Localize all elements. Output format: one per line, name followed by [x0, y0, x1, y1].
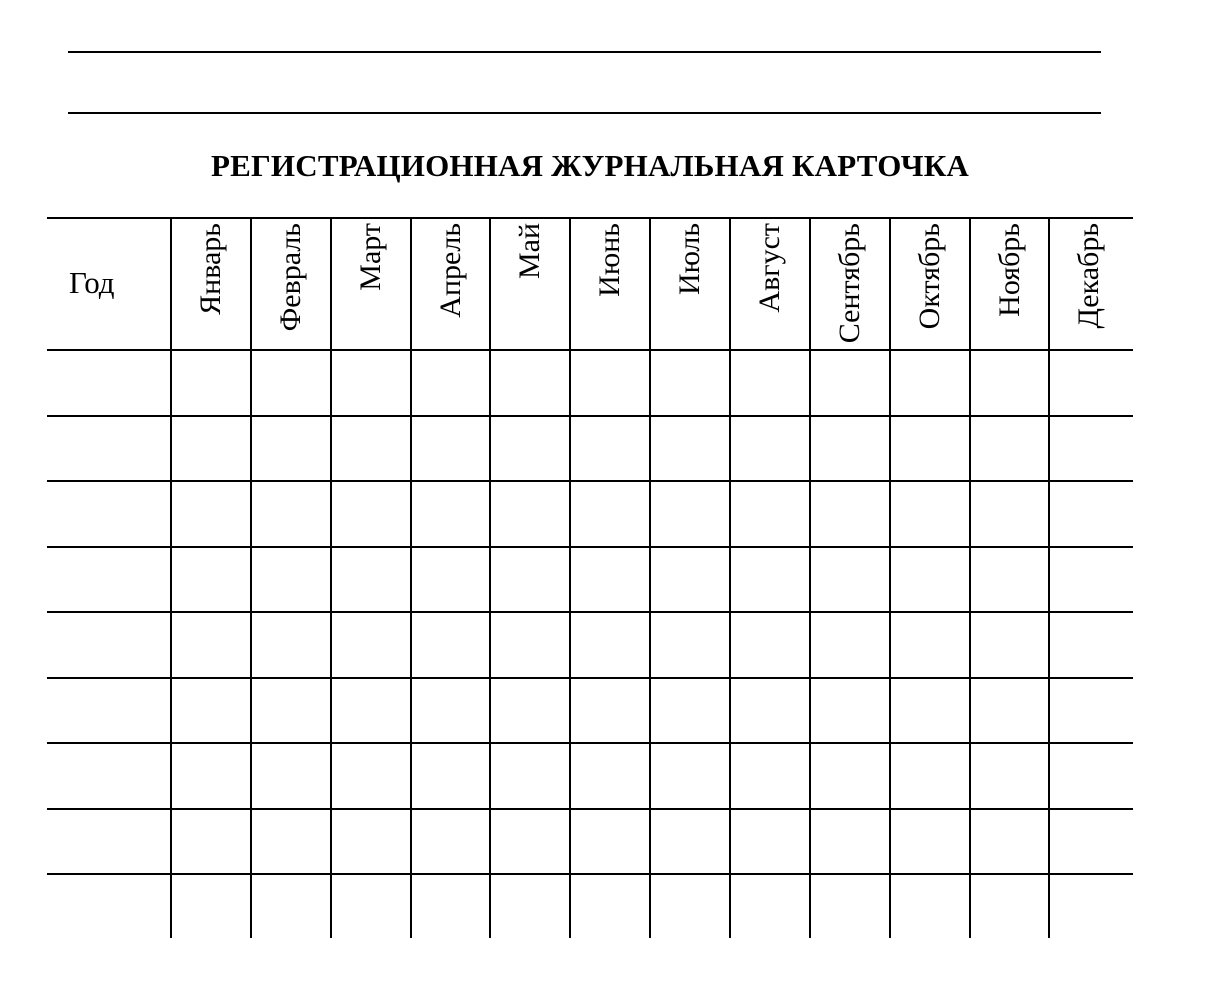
- month-cell[interactable]: [172, 613, 250, 677]
- month-cell[interactable]: [651, 482, 729, 546]
- month-cell[interactable]: [571, 679, 649, 743]
- journal-table: [47, 217, 1133, 938]
- year-cell[interactable]: [47, 875, 170, 939]
- month-cell[interactable]: [971, 351, 1049, 415]
- page-title: РЕГИСТРАЦИОННАЯ ЖУРНАЛЬНАЯ КАРТОЧКА: [211, 148, 969, 183]
- month-cell[interactable]: [412, 351, 490, 415]
- month-cell[interactable]: [1050, 351, 1128, 415]
- month-cell[interactable]: [731, 679, 809, 743]
- month-cell[interactable]: [412, 875, 490, 939]
- month-cell[interactable]: [412, 679, 490, 743]
- month-cell[interactable]: [571, 744, 649, 808]
- month-cell[interactable]: [651, 417, 729, 481]
- month-cell[interactable]: [571, 351, 649, 415]
- month-cell[interactable]: [731, 810, 809, 874]
- month-cell[interactable]: [332, 482, 410, 546]
- month-cell[interactable]: [491, 351, 569, 415]
- month-cell[interactable]: [971, 875, 1049, 939]
- month-cell[interactable]: [891, 613, 969, 677]
- month-cell[interactable]: [971, 482, 1049, 546]
- month-column-header: [411, 223, 491, 347]
- month-column-header: [890, 223, 970, 347]
- month-cell[interactable]: [571, 875, 649, 939]
- month-cell[interactable]: [491, 679, 569, 743]
- month-label: Февраль: [274, 223, 307, 332]
- month-label: Ноябрь: [993, 223, 1026, 317]
- month-cell[interactable]: [252, 548, 330, 612]
- month-cell[interactable]: [332, 810, 410, 874]
- month-label: Май: [513, 223, 546, 280]
- month-cell[interactable]: [731, 875, 809, 939]
- year-cell[interactable]: [47, 613, 170, 677]
- year-cell[interactable]: [47, 810, 170, 874]
- month-cell[interactable]: [891, 744, 969, 808]
- month-cell[interactable]: [252, 875, 330, 939]
- month-label: Август: [753, 223, 786, 313]
- month-cell[interactable]: [332, 417, 410, 481]
- month-cell[interactable]: [731, 613, 809, 677]
- month-cell[interactable]: [811, 875, 889, 939]
- month-cell[interactable]: [811, 351, 889, 415]
- month-cell[interactable]: [651, 679, 729, 743]
- month-cell[interactable]: [252, 744, 330, 808]
- month-cell[interactable]: [252, 613, 330, 677]
- month-cell[interactable]: [332, 744, 410, 808]
- month-cell[interactable]: [1050, 548, 1128, 612]
- month-cell[interactable]: [971, 744, 1049, 808]
- month-cell[interactable]: [412, 548, 490, 612]
- month-cell[interactable]: [332, 613, 410, 677]
- month-cell[interactable]: [891, 875, 969, 939]
- month-cell[interactable]: [731, 482, 809, 546]
- month-cell[interactable]: [1050, 613, 1128, 677]
- month-cell[interactable]: [172, 417, 250, 481]
- year-cell[interactable]: [47, 417, 170, 481]
- month-cell[interactable]: [1050, 482, 1128, 546]
- month-cell[interactable]: [891, 810, 969, 874]
- month-label: Январь: [194, 223, 227, 315]
- month-cell[interactable]: [571, 482, 649, 546]
- month-cell[interactable]: [891, 548, 969, 612]
- month-cell[interactable]: [172, 679, 250, 743]
- month-column-header: [331, 223, 411, 347]
- month-cell[interactable]: [731, 744, 809, 808]
- month-cell[interactable]: [651, 548, 729, 612]
- month-cell[interactable]: [412, 417, 490, 481]
- year-cell[interactable]: [47, 679, 170, 743]
- year-cell[interactable]: [47, 351, 170, 415]
- month-column-header: [730, 223, 810, 347]
- month-cell[interactable]: [1050, 417, 1128, 481]
- month-cell[interactable]: [571, 810, 649, 874]
- month-label: Декабрь: [1072, 223, 1105, 329]
- fill-line-top: [68, 51, 1101, 53]
- month-cell[interactable]: [651, 875, 729, 939]
- month-cell[interactable]: [731, 351, 809, 415]
- fill-line-second: [68, 112, 1101, 114]
- month-cell[interactable]: [651, 810, 729, 874]
- month-cell[interactable]: [571, 548, 649, 612]
- month-cell[interactable]: [172, 875, 250, 939]
- month-cell[interactable]: [252, 679, 330, 743]
- month-cell[interactable]: [332, 351, 410, 415]
- month-cell[interactable]: [971, 613, 1049, 677]
- month-cell[interactable]: [971, 679, 1049, 743]
- month-cell[interactable]: [891, 417, 969, 481]
- month-cell[interactable]: [811, 744, 889, 808]
- month-cell[interactable]: [332, 679, 410, 743]
- month-label: Сентябрь: [833, 223, 866, 344]
- month-cell[interactable]: [412, 810, 490, 874]
- month-column-header: [1049, 223, 1129, 347]
- month-cell[interactable]: [491, 613, 569, 677]
- month-cell[interactable]: [651, 744, 729, 808]
- month-cell[interactable]: [491, 810, 569, 874]
- month-cell[interactable]: [731, 417, 809, 481]
- month-cell[interactable]: [491, 482, 569, 546]
- month-cell[interactable]: [1050, 679, 1128, 743]
- month-cell[interactable]: [651, 351, 729, 415]
- month-cell[interactable]: [571, 417, 649, 481]
- month-cell[interactable]: [172, 744, 250, 808]
- month-cell[interactable]: [491, 875, 569, 939]
- month-cell[interactable]: [891, 351, 969, 415]
- month-label: Апрель: [434, 223, 467, 318]
- year-column-header: Год: [69, 265, 115, 300]
- month-cell[interactable]: [651, 613, 729, 677]
- month-cell[interactable]: [412, 613, 490, 677]
- month-label: Июль: [673, 223, 706, 295]
- month-cell[interactable]: [891, 482, 969, 546]
- month-cell[interactable]: [252, 417, 330, 481]
- month-cell[interactable]: [1050, 875, 1128, 939]
- month-column-header: [810, 223, 890, 347]
- year-cell[interactable]: [47, 548, 170, 612]
- month-cell[interactable]: [491, 744, 569, 808]
- year-cell[interactable]: [47, 482, 170, 546]
- month-column-header: [251, 223, 331, 347]
- month-cell[interactable]: [811, 679, 889, 743]
- month-cell[interactable]: [571, 613, 649, 677]
- month-cell[interactable]: [172, 351, 250, 415]
- month-label: Март: [354, 223, 387, 291]
- month-column-header: [970, 223, 1050, 347]
- month-cell[interactable]: [252, 810, 330, 874]
- month-cell[interactable]: [1050, 810, 1128, 874]
- month-cell[interactable]: [1050, 744, 1128, 808]
- month-column-header: [650, 223, 730, 347]
- month-cell[interactable]: [891, 679, 969, 743]
- month-cell[interactable]: [811, 810, 889, 874]
- month-label: Октябрь: [913, 223, 946, 330]
- month-cell[interactable]: [811, 613, 889, 677]
- month-cell[interactable]: [971, 810, 1049, 874]
- month-cell[interactable]: [172, 482, 250, 546]
- year-cell[interactable]: [47, 744, 170, 808]
- month-cell[interactable]: [252, 351, 330, 415]
- month-label: Июнь: [593, 223, 626, 297]
- month-cell[interactable]: [811, 482, 889, 546]
- month-column-header: [570, 223, 650, 347]
- month-cell[interactable]: [971, 548, 1049, 612]
- month-column-header: [490, 223, 570, 347]
- month-cell[interactable]: [811, 548, 889, 612]
- month-cell[interactable]: [172, 810, 250, 874]
- month-cell[interactable]: [332, 875, 410, 939]
- month-cell[interactable]: [811, 417, 889, 481]
- month-cell[interactable]: [971, 417, 1049, 481]
- month-cell[interactable]: [491, 417, 569, 481]
- month-cell[interactable]: [252, 482, 330, 546]
- month-column-header: [171, 223, 251, 347]
- month-cell[interactable]: [172, 548, 250, 612]
- month-cell[interactable]: [332, 548, 410, 612]
- month-cell[interactable]: [731, 548, 809, 612]
- month-cell[interactable]: [412, 482, 490, 546]
- month-cell[interactable]: [491, 548, 569, 612]
- month-cell[interactable]: [412, 744, 490, 808]
